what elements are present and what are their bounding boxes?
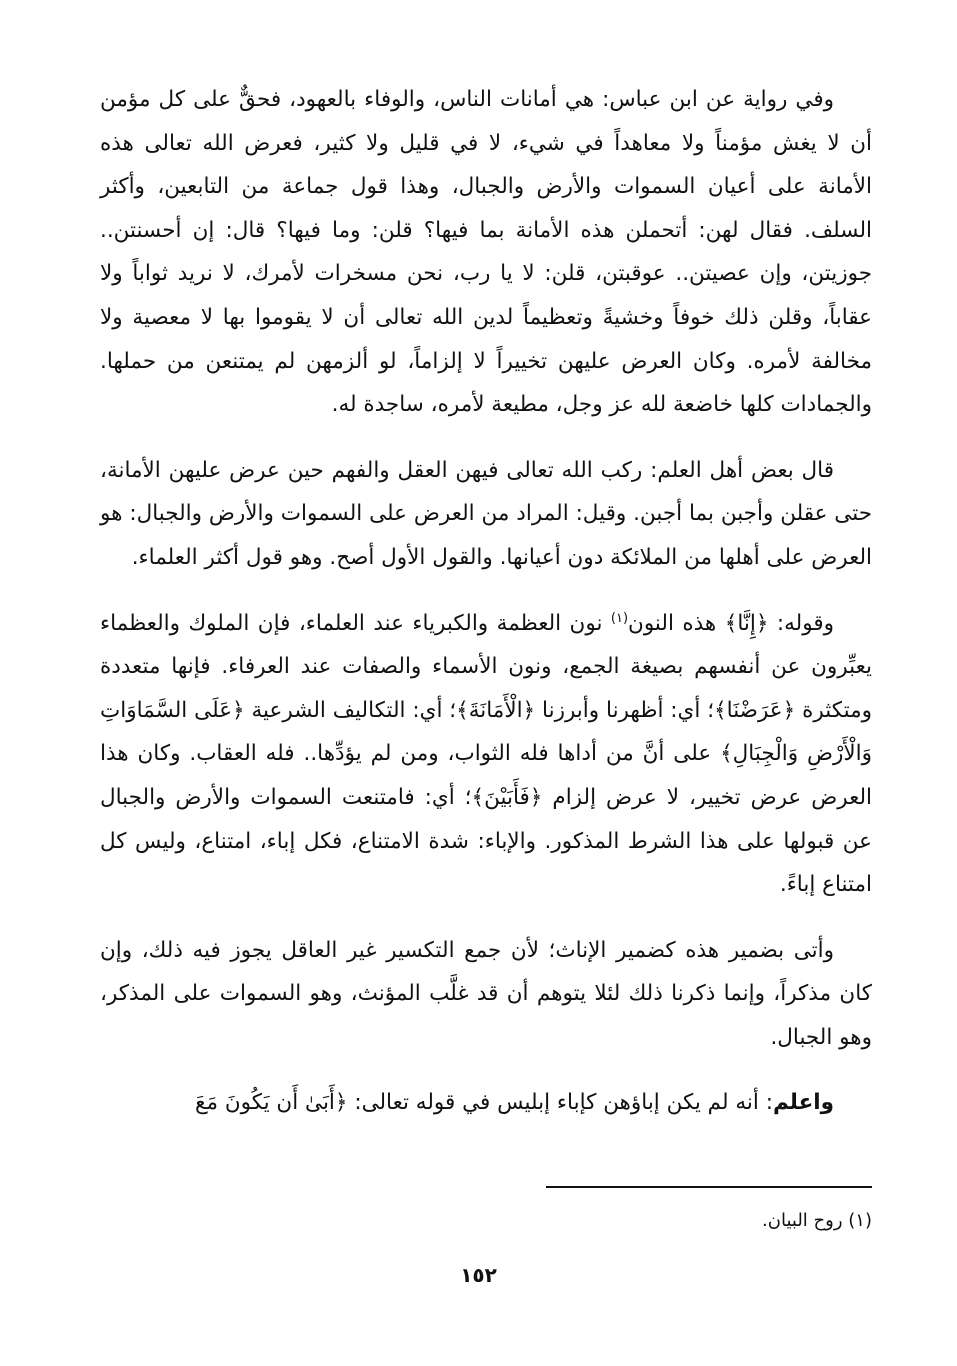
- paragraph-1: وفي رواية عن ابن عباس: هي أمانات الناس، والوفاء بالعهود، فحقٌّ على كل مؤمن أن لا يغش مؤمناً ولا معاهداً في شيء، لا في قليل ولا كثير، فعرض الله تعالى هذه الأمانة على أعيان السموات والأرض والجبال، وهذا قول جماعة من التابعين، وأكثر السلف. فقال لهن: أتحملن هذه الأمانة بما فيها؟ قلن: وما فيها؟ قال: إن أحسنتن.. جوزيتن، وإن عصيتن.. عوقبتن، قلن: لا يا رب، نحن مسخرات لأمرك، لا نريد ثواباً ولا عقاباً، وقلن ذلك خوفاً وخشيةً وتعظيماً لدين الله تعالى أن لا يقوموا بها لا معصية ولا مخالفة لأمره. وكان العرض عليهن تخييراً لا إلزاماً، لو ألزمهن لم يمتنعن من حملها. والجمادات كلها خاضعة لله عز وجل، مطيعة لأمره، ساجدة له.: [100, 87, 872, 418]
- paragraph-3-text: نون العظمة والكبرياء عند العلماء، فإن الملوك والعظماء يعبِّرون عن أنفسهم بصيغة الجمع، ونون الأسماء والصفات عند العرفاء. فإنها متعددة ومتكثرة: [100, 610, 872, 723]
- paragraph-3-text: على أنَّ من أداها فله الثواب، ومن لم يؤدِّها.. فله العقاب. وكان هذا العرض عرض تخيير، لا عرض إلزام: [100, 741, 873, 810]
- quran-quote: ﴿إِنَّا﴾: [724, 610, 769, 636]
- paragraph-3-text: ؛ أي: فامتنعت السموات والأرض والجبال عن قبولها على هذا الشرط المذكور. والإباء: شدة الامتناع، فكل إباء، امتناع، وليس كل امتناع إباءً.: [100, 784, 872, 898]
- footnote-number: (١): [848, 1210, 872, 1231]
- paragraph-4: وأتى بضمير هذه كضمير الإناث؛ لأن جمع التكسير غير العاقل يجوز فيه ذلك، وإن كان مذكراً، وإنما ذكرنا ذلك لئلا يتوهم أن قد غلَّب المؤنث، وهو السموات على المذكر، وهو الجبال.: [100, 937, 872, 1050]
- quran-quote: ﴿عَرَضْنَا﴾: [714, 697, 796, 723]
- quran-quote: ﴿أَبَىٰ أَن يَكُونَ مَعَ: [195, 1090, 348, 1116]
- paragraph-3-text: ؛ أي: التكاليف الشرعية: [244, 697, 457, 723]
- footnote-divider: [546, 1186, 872, 1188]
- quran-quote: ﴿فَأَبَيْنَ﴾: [471, 784, 543, 810]
- quran-quote: ﴿عَلَى السَّمَاوَاتِ وَالْأَرْضِ وَالْجِبَالِ﴾: [100, 697, 872, 767]
- main-text: [100, 78, 872, 1125]
- footnote-reference[interactable]: (١): [610, 610, 629, 626]
- paragraph-3-text: هذه النون: [628, 610, 725, 636]
- quran-quote: ﴿الْأَمَانَةَ﴾: [456, 697, 536, 723]
- paragraph-3-text: ؛ أي: أظهرنا وأبرزنا: [535, 697, 715, 723]
- page-number: ١٥٢: [460, 1263, 497, 1287]
- footnote: [762, 1207, 872, 1235]
- paragraph-3-text: وقوله:: [768, 610, 834, 636]
- paragraph-5: [100, 1081, 872, 1125]
- footnote-text: روح البيان.: [762, 1210, 843, 1231]
- paragraph-2: قال بعض أهل العلم: ركب الله تعالى فيهن العقل والفهم حين عرض عليهن الأمانة، حتى عقلن وأجبن بما أجبن. وقيل: المراد من العرض على السموات والأرض والجبال: هو العرض على أهلها من الملائكة دون أعيانها. والقول الأول أصح. وهو قول أكثر العلماء.: [100, 457, 872, 570]
- paragraph-3: [100, 602, 872, 907]
- paragraph-5-lead-word: واعلم: [772, 1090, 834, 1116]
- paragraph-5-text: : أنه لم يكن إباؤهن كإباء إبليس في قوله تعالى:: [347, 1090, 773, 1116]
